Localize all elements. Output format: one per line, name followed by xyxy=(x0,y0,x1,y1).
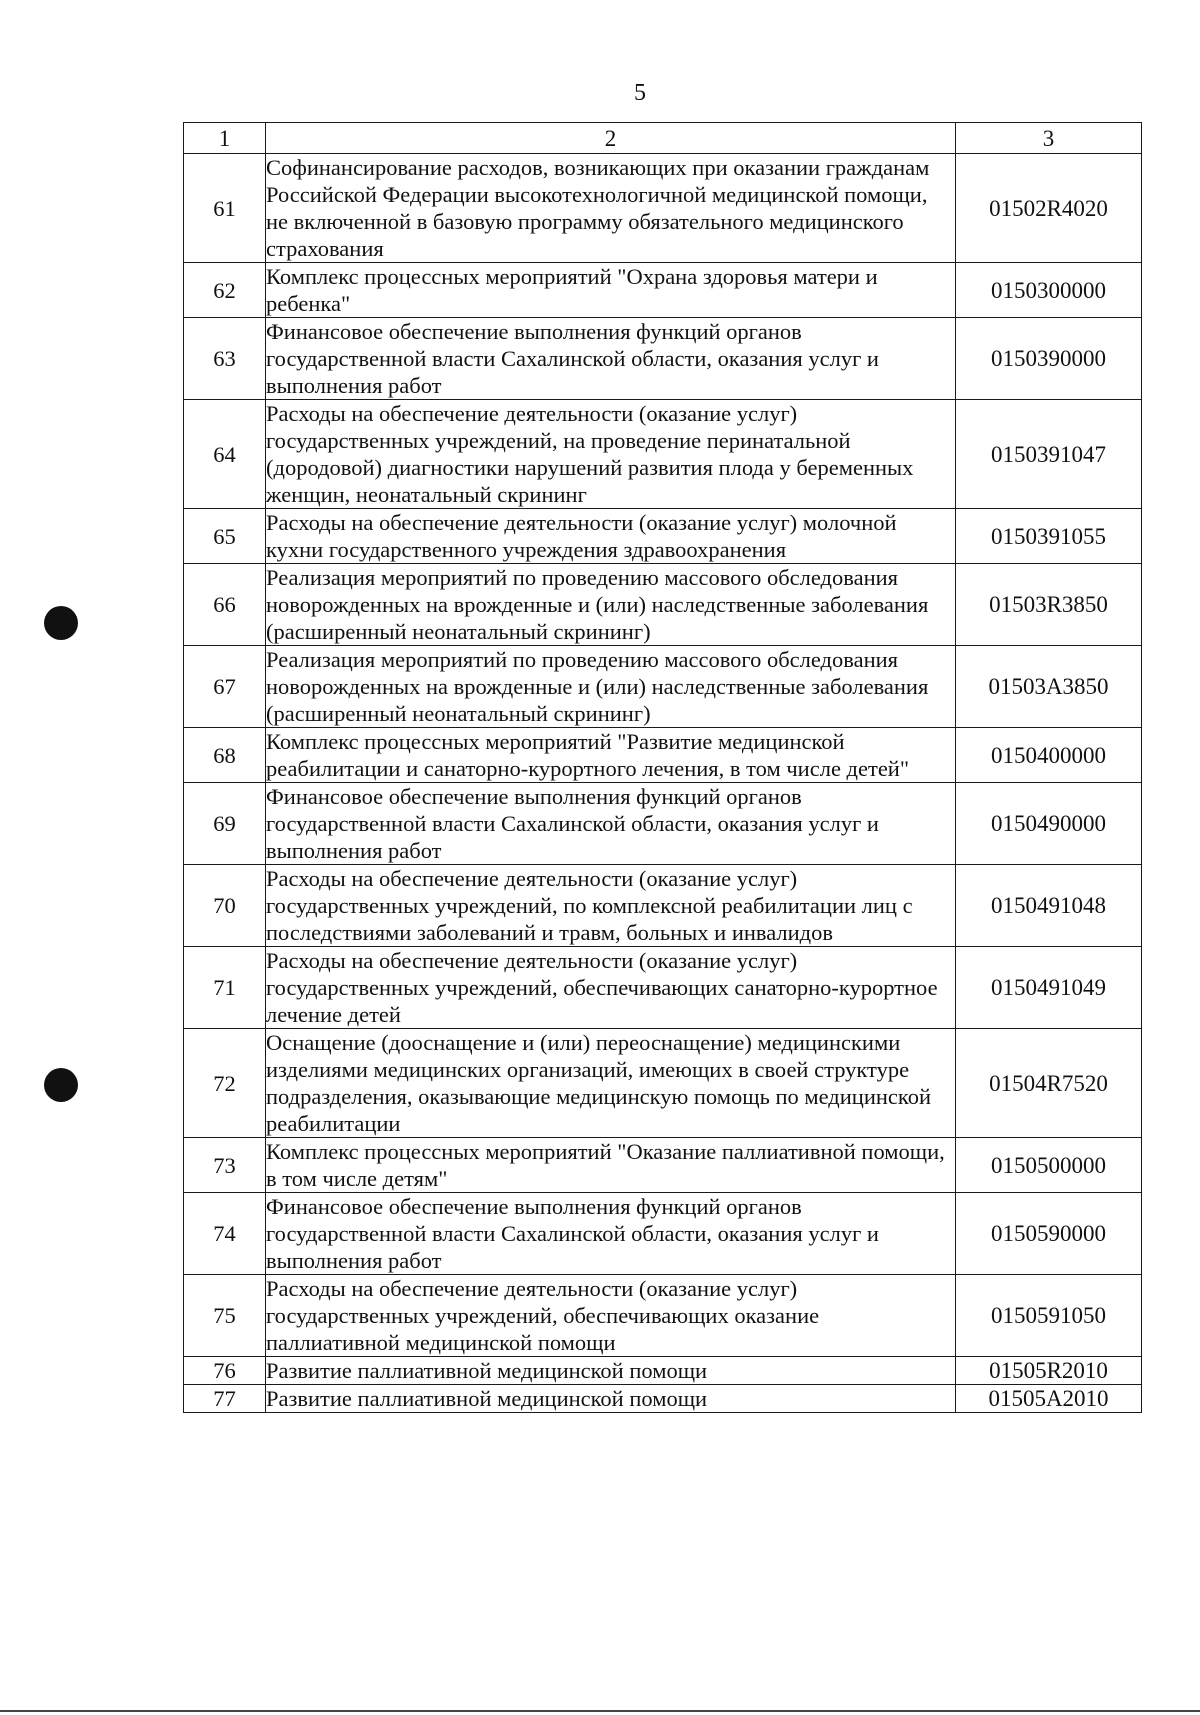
row-number-cell: 68 xyxy=(184,728,266,783)
row-number-cell: 63 xyxy=(184,318,266,400)
table-row xyxy=(184,509,1142,564)
row-name-cell: Финансовое обеспечение выполнения функций органов государственной власти Сахалинской области, оказания услуг и выполнения работ xyxy=(266,783,956,865)
table-row xyxy=(184,263,1142,318)
row-name-cell: Оснащение (дооснащение и (или) переоснащение) медицинскими изделиями медицинских организаций, имеющих в своей структуре подразделения, оказывающие медицинскую помощь по медицинской реабилитации xyxy=(266,1029,956,1138)
column-header-code: 3 xyxy=(956,123,1142,154)
row-code-cell: 0150500000 xyxy=(956,1138,1142,1193)
row-name-cell: Финансовое обеспечение выполнения функций органов государственной власти Сахалинской области, оказания услуг и выполнения работ xyxy=(266,318,956,400)
row-name-cell: Софинансирование расходов, возникающих при оказании гражданам Российской Федерации высокотехнологичной медицинской помощи, не включенной в базовую программу обязательного медицинского страхования xyxy=(266,154,956,263)
row-code-cell: 01505R2010 xyxy=(956,1357,1142,1385)
row-number-cell: 66 xyxy=(184,564,266,646)
table-row xyxy=(184,1275,1142,1357)
row-number-cell: 61 xyxy=(184,154,266,263)
row-name-cell: Комплекс процессных мероприятий "Оказание паллиативной помощи, в том числе детям" xyxy=(266,1138,956,1193)
row-code-cell: 01502R4020 xyxy=(956,154,1142,263)
row-name-cell: Комплекс процессных мероприятий "Развитие медицинской реабилитации и санаторно-курортного лечения, в том числе детей" xyxy=(266,728,956,783)
row-number-cell: 70 xyxy=(184,865,266,947)
row-code-cell: 0150591050 xyxy=(956,1275,1142,1357)
row-number-cell: 75 xyxy=(184,1275,266,1357)
row-code-cell: 0150391055 xyxy=(956,509,1142,564)
row-code-cell: 0150490000 xyxy=(956,783,1142,865)
row-name-cell: Расходы на обеспечение деятельности (оказание услуг) государственных учреждений, на проведение перинатальной (дородовой) диагностики нарушений развития плода у беременных женщин, неонатальный скрининг xyxy=(266,400,956,509)
row-number-cell: 76 xyxy=(184,1357,266,1385)
column-header-name: 2 xyxy=(266,123,956,154)
row-number-cell: 69 xyxy=(184,783,266,865)
row-code-cell: 01504R7520 xyxy=(956,1029,1142,1138)
table-header-row xyxy=(184,123,1142,154)
row-name-cell: Реализация мероприятий по проведению массового обследования новорожденных на врожденные и (или) наследственные заболевания (расширенный неонатальный скрининг) xyxy=(266,646,956,728)
row-code-cell: 01505A2010 xyxy=(956,1385,1142,1413)
table-row xyxy=(184,1193,1142,1275)
row-code-cell: 0150390000 xyxy=(956,318,1142,400)
row-code-cell: 01503A3850 xyxy=(956,646,1142,728)
table-row xyxy=(184,783,1142,865)
table-row xyxy=(184,646,1142,728)
punch-hole-mark xyxy=(44,606,78,640)
row-name-cell: Реализация мероприятий по проведению массового обследования новорожденных на врожденные и (или) наследственные заболевания (расширенный неонатальный скрининг) xyxy=(266,564,956,646)
page-number: 5 xyxy=(634,80,646,106)
row-code-cell: 0150391047 xyxy=(956,400,1142,509)
table-row xyxy=(184,865,1142,947)
row-number-cell: 72 xyxy=(184,1029,266,1138)
table-row xyxy=(184,1385,1142,1413)
row-name-cell: Комплекс процессных мероприятий "Охрана здоровья матери и ребенка" xyxy=(266,263,956,318)
row-number-cell: 65 xyxy=(184,509,266,564)
column-header-number: 1 xyxy=(184,123,266,154)
row-number-cell: 62 xyxy=(184,263,266,318)
budget-classification-table xyxy=(183,122,1142,1413)
row-code-cell: 0150300000 xyxy=(956,263,1142,318)
row-name-cell: Расходы на обеспечение деятельности (оказание услуг) государственных учреждений, по комплексной реабилитации лиц с последствиями заболеваний и травм, больных и инвалидов xyxy=(266,865,956,947)
row-name-cell: Развитие паллиативной медицинской помощи xyxy=(266,1357,956,1385)
row-number-cell: 74 xyxy=(184,1193,266,1275)
row-name-cell: Финансовое обеспечение выполнения функций органов государственной власти Сахалинской области, оказания услуг и выполнения работ xyxy=(266,1193,956,1275)
table-row xyxy=(184,564,1142,646)
row-number-cell: 67 xyxy=(184,646,266,728)
table-row xyxy=(184,947,1142,1029)
row-number-cell: 73 xyxy=(184,1138,266,1193)
row-name-cell: Расходы на обеспечение деятельности (оказание услуг) государственных учреждений, обеспечивающих санаторно-курортное лечение детей xyxy=(266,947,956,1029)
row-number-cell: 64 xyxy=(184,400,266,509)
table-row xyxy=(184,318,1142,400)
row-name-cell: Расходы на обеспечение деятельности (оказание услуг) государственных учреждений, обеспечивающих оказание паллиативной медицинской помощи xyxy=(266,1275,956,1357)
row-name-cell: Развитие паллиативной медицинской помощи xyxy=(266,1385,956,1413)
row-number-cell: 71 xyxy=(184,947,266,1029)
page-bottom-edge xyxy=(0,1710,1200,1712)
punch-hole-mark xyxy=(44,1068,78,1102)
row-code-cell: 0150491049 xyxy=(956,947,1142,1029)
row-code-cell: 0150491048 xyxy=(956,865,1142,947)
table-row xyxy=(184,1029,1142,1138)
table-row xyxy=(184,400,1142,509)
table-row xyxy=(184,1357,1142,1385)
row-code-cell: 0150400000 xyxy=(956,728,1142,783)
row-code-cell: 0150590000 xyxy=(956,1193,1142,1275)
table-row xyxy=(184,1138,1142,1193)
table-row xyxy=(184,728,1142,783)
row-number-cell: 77 xyxy=(184,1385,266,1413)
row-code-cell: 01503R3850 xyxy=(956,564,1142,646)
row-name-cell: Расходы на обеспечение деятельности (оказание услуг) молочной кухни государственного учреждения здравоохранения xyxy=(266,509,956,564)
table-row xyxy=(184,154,1142,263)
